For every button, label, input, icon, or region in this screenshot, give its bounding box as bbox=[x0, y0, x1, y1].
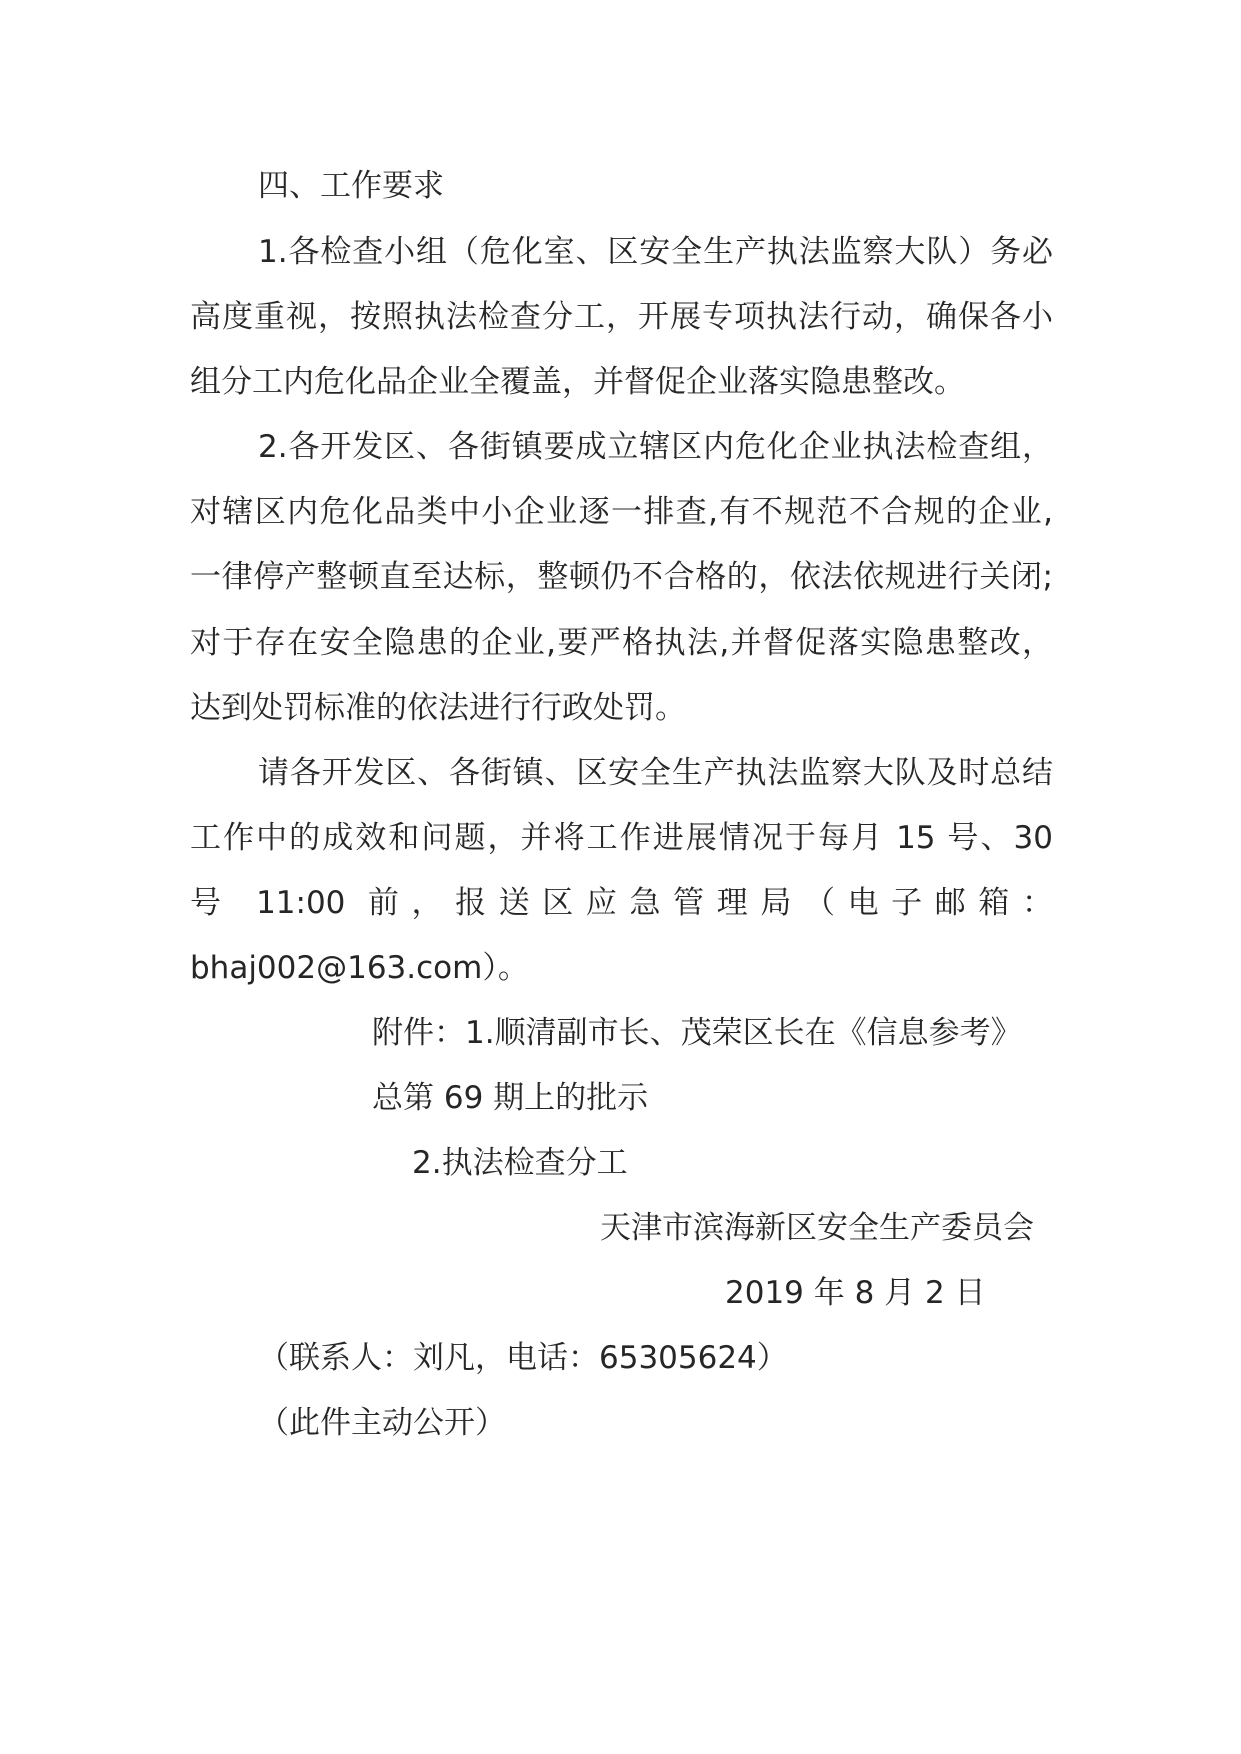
item2-line4: 对于存在安全隐患的企业,要严格执法,并督促落实隐患整改， bbox=[190, 625, 1053, 661]
item2-line5: 达到处罚标准的依法进行行政处罚。 bbox=[190, 690, 686, 726]
disclosure-note: （此件主动公开） bbox=[258, 1405, 506, 1441]
request-line3: 号 11:00 前，报送区应急管理局（电子邮箱： bbox=[190, 885, 1053, 921]
item2-line1: 2.各开发区、各街镇要成立辖区内危化企业执法检查组， bbox=[258, 429, 1053, 465]
item1-line1: 1.各检查小组（危化室、区安全生产执法监察大队）务必 bbox=[258, 234, 1053, 270]
contact-info: （联系人：刘凡，电话：65305624） bbox=[258, 1340, 788, 1376]
issuer-name: 天津市滨海新区安全生产委员会 bbox=[600, 1210, 1034, 1246]
request-line1: 请各开发区、各街镇、区安全生产执法监察大队及时总结 bbox=[258, 755, 1053, 791]
request-email-line: bhaj002@163.com）。 bbox=[190, 950, 529, 986]
attachment-line1: 附件：1.顺清副市长、茂荣区长在《信息参考》 bbox=[372, 1015, 1022, 1051]
request-line2: 工作中的成效和问题，并将工作进展情况于每月 15 号、30 bbox=[190, 820, 1053, 856]
attachment-line3: 2.执法检查分工 bbox=[412, 1145, 628, 1181]
attachment-line2: 总第 69 期上的批示 bbox=[372, 1080, 649, 1116]
item1-line3: 组分工内危化品企业全覆盖，并督促企业落实隐患整改。 bbox=[190, 364, 965, 400]
item2-line2: 对辖区内危化品类中小企业逐一排查,有不规范不合规的企业, bbox=[190, 494, 1053, 530]
item2-line3: 一律停产整顿直至达标，整顿仍不合格的，依法依规进行关闭; bbox=[190, 559, 1053, 595]
issue-date: 2019 年 8 月 2 日 bbox=[725, 1275, 986, 1311]
section-heading: 四、工作要求 bbox=[258, 168, 444, 204]
item1-line2: 高度重视，按照执法检查分工，开展专项执法行动，确保各小 bbox=[190, 299, 1053, 335]
